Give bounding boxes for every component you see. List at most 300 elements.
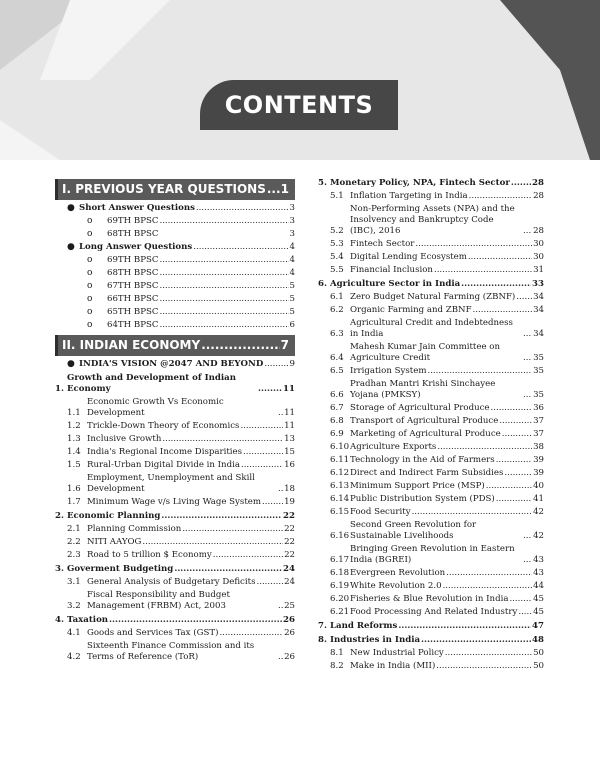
entry-title: INDIA'S VISION @2047 AND BEYOND bbox=[79, 359, 264, 369]
entry-title: 68TH BPSC bbox=[107, 268, 159, 278]
topic-number: 6.6 bbox=[330, 390, 344, 400]
topic-title: Agriculture Exports bbox=[350, 442, 437, 452]
circle-bullet-icon: o bbox=[87, 268, 93, 278]
topic-page: 37 bbox=[533, 416, 544, 426]
topic-page: 42 bbox=[533, 507, 544, 517]
topic-title: Trickle-Down Theory of Economics bbox=[87, 421, 240, 431]
topic-entry[interactable] bbox=[318, 342, 544, 364]
chapter-title: Economic Planning bbox=[67, 511, 161, 521]
entry-page: 5 bbox=[289, 294, 295, 304]
topic-page: 39 bbox=[533, 468, 544, 478]
chapter-page: 47 bbox=[532, 621, 544, 631]
topic-page: 35 bbox=[533, 390, 544, 400]
topic-page: 50 bbox=[533, 661, 544, 671]
topic-entry[interactable] bbox=[55, 397, 295, 419]
leader-dots bbox=[159, 294, 288, 305]
leader-dots bbox=[278, 601, 283, 612]
topic-page: 45 bbox=[533, 594, 544, 604]
leader-dots bbox=[518, 607, 532, 618]
topic-title: Fisheries & Blue Revolution in India bbox=[350, 594, 509, 604]
leader-dots bbox=[161, 511, 282, 522]
leader-dots bbox=[446, 568, 532, 579]
toc-entry[interactable] bbox=[55, 294, 295, 305]
section-page: 1 bbox=[280, 182, 289, 196]
chapter-entry[interactable] bbox=[318, 635, 544, 646]
leader-dots bbox=[278, 408, 283, 419]
entry-page: 3 bbox=[289, 203, 295, 213]
topic-page: 43 bbox=[533, 555, 544, 565]
chapter-entry[interactable] bbox=[318, 621, 544, 632]
leader-dots bbox=[523, 531, 532, 542]
circle-bullet-icon: o bbox=[87, 281, 93, 291]
bullet-icon: ● bbox=[67, 359, 75, 369]
circle-bullet-icon: o bbox=[87, 307, 93, 317]
topic-title: Employment, Unemployment and Skill Development bbox=[87, 473, 255, 494]
topic-entry[interactable] bbox=[318, 403, 544, 414]
topic-title: Financial Inclusion bbox=[350, 265, 433, 275]
topic-number: 2.1 bbox=[67, 524, 81, 534]
topic-title: White Revolution 2.0 bbox=[350, 581, 442, 591]
toc-entry-short-answer[interactable] bbox=[55, 203, 295, 214]
topic-entry[interactable] bbox=[55, 628, 295, 639]
entry-page: 9 bbox=[289, 359, 295, 369]
leader-dots bbox=[278, 652, 283, 663]
topic-number: 3.2 bbox=[67, 601, 81, 611]
topic-number: 3.1 bbox=[67, 577, 81, 587]
leader-dots bbox=[267, 179, 280, 200]
topic-page: 41 bbox=[533, 494, 544, 504]
topic-title: Marketing of Agricultural Produce bbox=[350, 429, 501, 439]
leader-dots bbox=[278, 484, 283, 495]
leader-dots bbox=[159, 320, 288, 331]
topic-page: 42 bbox=[533, 531, 544, 541]
topic-number: 5.4 bbox=[330, 252, 344, 262]
topic-entry[interactable] bbox=[55, 447, 295, 458]
chapter-page: 26 bbox=[283, 615, 295, 625]
chapter-title: Monetary Policy, NPA, Fintech Sector bbox=[330, 178, 510, 188]
chapter-page: 22 bbox=[283, 511, 295, 521]
section-page: 7 bbox=[280, 338, 289, 352]
toc-right-column bbox=[318, 175, 544, 674]
topic-entry[interactable] bbox=[318, 468, 544, 479]
topic-entry[interactable] bbox=[318, 544, 544, 566]
topic-title: Minimum Support Price (MSP) bbox=[350, 481, 485, 491]
topic-number: 5.2 bbox=[330, 226, 344, 236]
leader-dots bbox=[174, 564, 282, 575]
section-indian-economy[interactable] bbox=[55, 335, 295, 356]
topic-number: 6.1 bbox=[330, 292, 344, 302]
leader-dots bbox=[523, 555, 532, 566]
topic-page: 40 bbox=[533, 481, 544, 491]
topic-number: 8.2 bbox=[330, 661, 344, 671]
chapter-title: Goverment Budgeting bbox=[67, 564, 174, 574]
leader-dots bbox=[511, 178, 531, 189]
leader-dots bbox=[159, 268, 288, 279]
topic-title: Sixteenth Finance Commission and its Terms of Reference (ToR) bbox=[87, 641, 255, 662]
topic-title: New Industrial Policy bbox=[350, 648, 444, 658]
toc-entry[interactable] bbox=[55, 320, 295, 331]
leader-dots bbox=[427, 366, 532, 377]
chapter-title: Land Reforms bbox=[330, 621, 398, 631]
chapter-page: 24 bbox=[283, 564, 295, 574]
topic-title: India's Regional Income Disparities bbox=[87, 447, 243, 457]
contents-title-tab bbox=[200, 80, 398, 130]
topic-number: 6.17 bbox=[330, 555, 350, 565]
leader-dots bbox=[398, 621, 531, 632]
leader-dots bbox=[142, 537, 283, 548]
topic-page: 35 bbox=[533, 366, 544, 376]
topic-page: 31 bbox=[533, 265, 544, 275]
leader-dots bbox=[196, 203, 289, 214]
chapter-number: 6. bbox=[318, 279, 327, 289]
toc-entry[interactable] bbox=[55, 268, 295, 279]
topic-entry[interactable] bbox=[55, 641, 295, 663]
leader-dots bbox=[523, 353, 532, 364]
topic-title: Evergreen Revolution bbox=[350, 568, 446, 578]
section-previous-year-questions[interactable] bbox=[55, 179, 295, 200]
topic-number: 2.3 bbox=[67, 550, 81, 560]
topic-number: 1.3 bbox=[67, 434, 81, 444]
topic-number: 6.2 bbox=[330, 305, 344, 315]
leader-dots bbox=[213, 550, 283, 561]
topic-title: Mahesh Kumar Jain Committee on Agriculture Credit bbox=[350, 342, 500, 363]
entry-page: 4 bbox=[289, 242, 295, 252]
topic-entry[interactable] bbox=[318, 581, 544, 592]
topic-entry[interactable] bbox=[55, 434, 295, 445]
topic-page: 34 bbox=[533, 292, 544, 302]
chapter-entry[interactable] bbox=[55, 564, 295, 575]
circle-bullet-icon: o bbox=[87, 294, 93, 304]
topic-entry[interactable] bbox=[318, 455, 544, 466]
leader-dots bbox=[240, 421, 283, 432]
topic-title: Inflation Targeting in India bbox=[350, 191, 468, 201]
topic-page: 45 bbox=[533, 607, 544, 617]
leader-dots bbox=[473, 305, 533, 316]
leader-dots bbox=[241, 460, 283, 471]
topic-entry[interactable] bbox=[55, 460, 295, 471]
toc-left-column bbox=[55, 175, 295, 665]
leader-dots bbox=[437, 442, 532, 453]
entry-page: 3 bbox=[289, 229, 295, 239]
topic-number: 5.5 bbox=[330, 265, 344, 275]
topic-page: 44 bbox=[533, 581, 544, 591]
topic-number: 1.1 bbox=[67, 408, 81, 418]
chapter-number: 7. bbox=[318, 621, 327, 631]
leader-dots bbox=[469, 191, 532, 202]
circle-bullet-icon: o bbox=[87, 216, 93, 226]
topic-entry[interactable] bbox=[318, 661, 544, 672]
topic-title: Digital Lending Ecosystem bbox=[350, 252, 467, 262]
topic-entry[interactable] bbox=[318, 252, 544, 263]
entry-title: Long Answer Questions bbox=[79, 242, 193, 252]
leader-dots bbox=[468, 252, 532, 263]
entry-page: 4 bbox=[289, 268, 295, 278]
topic-entry[interactable] bbox=[55, 550, 295, 561]
topic-page: 22 bbox=[284, 524, 295, 534]
topic-number: 6.15 bbox=[330, 507, 350, 517]
circle-bullet-icon: o bbox=[87, 255, 93, 265]
topic-page: 16 bbox=[284, 460, 295, 470]
topic-number: 6.20 bbox=[330, 594, 350, 604]
topic-entry[interactable] bbox=[318, 648, 544, 659]
topic-number: 4.2 bbox=[67, 652, 81, 662]
leader-dots bbox=[523, 226, 532, 237]
topic-number: 1.6 bbox=[67, 484, 81, 494]
topic-number: 6.8 bbox=[330, 416, 344, 426]
leader-dots bbox=[162, 434, 283, 445]
chapter-title: Industries in India bbox=[330, 635, 421, 645]
topic-title: Non-Performing Assets (NPA) and the Insolvency and Bankruptcy Code (IBC), 2016 bbox=[350, 204, 515, 236]
topic-number: 6.4 bbox=[330, 353, 344, 363]
topic-page: 22 bbox=[284, 537, 295, 547]
topic-entry[interactable] bbox=[55, 421, 295, 432]
topic-page: 37 bbox=[533, 429, 544, 439]
topic-entry[interactable] bbox=[55, 590, 295, 612]
toc-entry-vision[interactable] bbox=[55, 359, 295, 370]
entry-page: 5 bbox=[289, 281, 295, 291]
section-label: I. PREVIOUS YEAR QUESTIONS bbox=[62, 182, 266, 196]
topic-entry[interactable] bbox=[318, 494, 544, 505]
topic-number: 1.7 bbox=[67, 497, 81, 507]
leader-dots bbox=[219, 628, 283, 639]
chapter-title: Growth and Development of Indian Economy bbox=[67, 373, 236, 394]
entry-title: 69TH BPSC bbox=[107, 255, 159, 265]
leader-dots bbox=[182, 524, 283, 535]
entry-page: 4 bbox=[289, 255, 295, 265]
topic-title: Inclusive Growth bbox=[87, 434, 162, 444]
topic-number: 2.2 bbox=[67, 537, 81, 547]
toc-entry[interactable] bbox=[55, 216, 295, 227]
chapter-entry[interactable] bbox=[55, 373, 295, 395]
topic-entry[interactable] bbox=[55, 524, 295, 535]
topic-entry[interactable] bbox=[318, 318, 544, 340]
leader-dots bbox=[264, 359, 288, 370]
header-shape-right bbox=[500, 0, 600, 160]
leader-dots bbox=[499, 416, 532, 427]
topic-entry[interactable] bbox=[55, 497, 295, 508]
chapter-title: Taxation bbox=[67, 615, 109, 625]
topic-number: 8.1 bbox=[330, 648, 344, 658]
topic-number: 1.5 bbox=[67, 460, 81, 470]
entry-title: 65TH BPSC bbox=[107, 307, 159, 317]
topic-page: 34 bbox=[533, 329, 544, 339]
leader-dots bbox=[256, 577, 283, 588]
topic-title: Bringing Green Revolution in Eastern India (BGREI) bbox=[350, 544, 515, 565]
leader-dots bbox=[159, 281, 288, 292]
leader-dots bbox=[434, 265, 532, 276]
leader-dots bbox=[496, 494, 532, 505]
topic-title: Irrigation System bbox=[350, 366, 427, 376]
topic-title: NITI AAYOG bbox=[87, 537, 142, 547]
leader-dots bbox=[159, 255, 288, 266]
topic-page: 11 bbox=[284, 421, 295, 431]
topic-page: 26 bbox=[284, 628, 295, 638]
topic-number: 1.4 bbox=[67, 447, 81, 457]
circle-bullet-icon: o bbox=[87, 229, 93, 239]
topic-page: 28 bbox=[533, 191, 544, 201]
entry-title: 68TH BPSC bbox=[107, 229, 159, 239]
leader-dots bbox=[159, 216, 288, 227]
topic-number: 6.18 bbox=[330, 568, 350, 578]
chapter-entry[interactable] bbox=[55, 615, 295, 626]
topic-entry[interactable] bbox=[318, 379, 544, 401]
topic-page: 22 bbox=[284, 550, 295, 560]
chapter-number: 8. bbox=[318, 635, 327, 645]
chapter-page: 28 bbox=[532, 178, 544, 188]
topic-entry[interactable] bbox=[55, 537, 295, 548]
topic-title: Storage of Agricultural Produce bbox=[350, 403, 490, 413]
topic-entry[interactable] bbox=[318, 520, 544, 542]
topic-entry[interactable] bbox=[318, 366, 544, 377]
topic-title: Fiscal Responsibility and Budget Management (FRBM) Act, 2003 bbox=[87, 590, 230, 611]
topic-page: 13 bbox=[284, 434, 295, 444]
chapter-entry[interactable] bbox=[55, 511, 295, 522]
topic-number: 6.14 bbox=[330, 494, 350, 504]
leader-dots bbox=[523, 390, 532, 401]
topic-title: Pradhan Mantri Krishi Sinchayee Yojana (PMKSY) bbox=[350, 379, 496, 400]
topic-entry[interactable] bbox=[318, 442, 544, 453]
topic-page: 24 bbox=[284, 577, 295, 587]
topic-entry[interactable] bbox=[318, 507, 544, 518]
topic-page: 39 bbox=[533, 455, 544, 465]
chapter-entry[interactable] bbox=[318, 279, 544, 290]
topic-title: Fintech Sector bbox=[350, 239, 415, 249]
topic-entry[interactable] bbox=[318, 429, 544, 440]
topic-page: 18 bbox=[284, 484, 295, 494]
topic-title: Organic Farming and ZBNF bbox=[350, 305, 472, 315]
topic-number: 6.13 bbox=[330, 481, 350, 491]
topic-entry[interactable] bbox=[318, 265, 544, 276]
topic-title: Economic Growth Vs Economic Development bbox=[87, 397, 224, 418]
entry-title: 64TH BPSC bbox=[107, 320, 159, 330]
topic-entry[interactable] bbox=[318, 239, 544, 250]
leader-dots bbox=[436, 661, 532, 672]
circle-bullet-icon: o bbox=[87, 320, 93, 330]
topic-title: Zero Budget Natural Farming (ZBNF) bbox=[350, 292, 516, 302]
leader-dots bbox=[496, 455, 532, 466]
topic-page: 50 bbox=[533, 648, 544, 658]
topic-entry[interactable] bbox=[318, 305, 544, 316]
topic-title: Second Green Revolution for Sustainable Livelihoods bbox=[350, 520, 477, 541]
topic-number: 5.1 bbox=[330, 191, 344, 201]
topic-number: 1.2 bbox=[67, 421, 81, 431]
topic-number: 6.11 bbox=[330, 455, 350, 465]
topic-entry[interactable] bbox=[318, 416, 544, 427]
topic-number: 5.3 bbox=[330, 239, 344, 249]
topic-entry[interactable] bbox=[55, 473, 295, 495]
topic-page: 30 bbox=[533, 252, 544, 262]
leader-dots bbox=[412, 507, 533, 518]
toc-entry-long-answer[interactable] bbox=[55, 242, 295, 253]
page-title: CONTENTS bbox=[224, 91, 374, 119]
entry-title: 69TH BPSC bbox=[107, 216, 159, 226]
leader-dots bbox=[243, 447, 283, 458]
topic-entry[interactable] bbox=[318, 204, 544, 237]
topic-page: 38 bbox=[533, 442, 544, 452]
topic-title: Planning Commission bbox=[87, 524, 182, 534]
entry-title: 66TH BPSC bbox=[107, 294, 159, 304]
topic-title: Transport of Agricultural Produce bbox=[350, 416, 499, 426]
leader-dots bbox=[502, 429, 532, 440]
topic-page: 25 bbox=[284, 601, 295, 611]
topic-title: Technology in the Aid of Farmers bbox=[350, 455, 495, 465]
topic-number: 6.3 bbox=[330, 329, 344, 339]
chapter-page: 48 bbox=[532, 635, 544, 645]
topic-number: 6.16 bbox=[330, 531, 350, 541]
topic-entry[interactable] bbox=[318, 292, 544, 303]
topic-page: 35 bbox=[533, 353, 544, 363]
topic-number: 6.7 bbox=[330, 403, 344, 413]
topic-page: 11 bbox=[284, 408, 295, 418]
topic-number: 4.1 bbox=[67, 628, 81, 638]
leader-dots bbox=[443, 581, 532, 592]
topic-title: Minimum Wage v/s Living Wage System bbox=[87, 497, 262, 507]
topic-entry[interactable] bbox=[318, 607, 544, 618]
toc-entry[interactable] bbox=[55, 229, 295, 240]
leader-dots bbox=[258, 384, 282, 395]
topic-entry[interactable] bbox=[318, 594, 544, 605]
topic-number: 6.12 bbox=[330, 468, 350, 478]
entry-page: 5 bbox=[289, 307, 295, 317]
entry-title: Short Answer Questions bbox=[79, 203, 195, 213]
leader-dots bbox=[109, 615, 282, 626]
topic-entry[interactable] bbox=[318, 568, 544, 579]
leader-dots bbox=[201, 335, 279, 356]
entry-page: 6 bbox=[289, 320, 295, 330]
bullet-icon: ● bbox=[67, 242, 75, 252]
topic-title: Goods and Services Tax (GST) bbox=[87, 628, 219, 638]
topic-entry[interactable] bbox=[318, 481, 544, 492]
topic-number: 6.5 bbox=[330, 366, 344, 376]
leader-dots bbox=[504, 468, 532, 479]
topic-title: Direct and Indirect Farm Subsidies bbox=[350, 468, 504, 478]
topic-title: Food Processing And Related Industry bbox=[350, 607, 518, 617]
topic-entry[interactable] bbox=[55, 577, 295, 588]
topic-page: 34 bbox=[533, 305, 544, 315]
chapter-entry[interactable] bbox=[318, 178, 544, 189]
chapter-number: 2. bbox=[55, 511, 64, 521]
topic-page: 28 bbox=[533, 226, 544, 236]
topic-entry[interactable] bbox=[318, 191, 544, 202]
topic-number: 6.9 bbox=[330, 429, 344, 439]
chapter-number: 3. bbox=[55, 564, 64, 574]
leader-dots bbox=[486, 481, 532, 492]
chapter-title: Agriculture Sector in India bbox=[330, 279, 461, 289]
toc-entry[interactable] bbox=[55, 281, 295, 292]
topic-page: 26 bbox=[284, 652, 295, 662]
chapter-page: 11 bbox=[283, 384, 295, 394]
toc-entry[interactable] bbox=[55, 307, 295, 318]
topic-page: 19 bbox=[284, 497, 295, 507]
topic-page: 43 bbox=[533, 568, 544, 578]
toc-entry[interactable] bbox=[55, 255, 295, 266]
leader-dots bbox=[491, 403, 533, 414]
topic-number: 6.19 bbox=[330, 581, 350, 591]
chapter-page: 33 bbox=[532, 279, 544, 289]
topic-page: 15 bbox=[284, 447, 295, 457]
leader-dots bbox=[262, 497, 283, 508]
leader-dots bbox=[516, 292, 532, 303]
leader-dots bbox=[445, 648, 532, 659]
topic-title: Food Security bbox=[350, 507, 411, 517]
topic-title: Public Distribution System (PDS) bbox=[350, 494, 495, 504]
topic-title: General Analysis of Budgetary Deficits bbox=[87, 577, 256, 587]
topic-title: Make in India (MII) bbox=[350, 661, 436, 671]
leader-dots bbox=[523, 329, 532, 340]
entry-title: 67TH BPSC bbox=[107, 281, 159, 291]
chapter-number: 5. bbox=[318, 178, 327, 188]
topic-title: Road to 5 trillion $ Economy bbox=[87, 550, 212, 560]
